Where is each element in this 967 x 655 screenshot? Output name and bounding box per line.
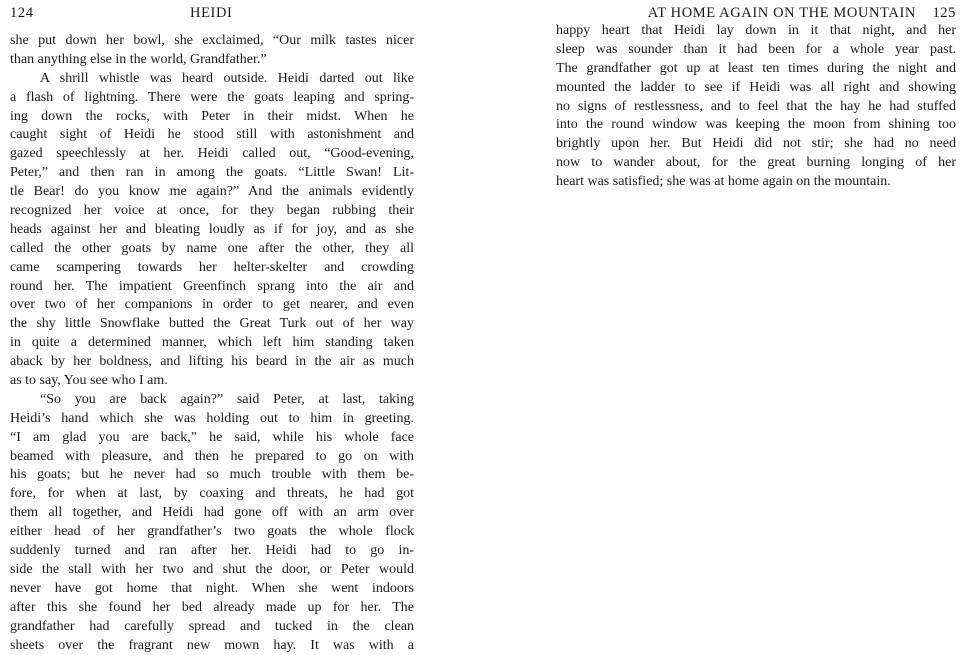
text-line: after this she found her bed already made up for her. The: [10, 599, 414, 618]
text-line: them all together, and Heidi had gone off with an arm over: [10, 504, 414, 523]
text-line: in quite a determined manner, which left him standing taken: [10, 334, 414, 353]
text-line: gazed speechlessly at her. Heidi called out, “Good-evening,: [10, 145, 414, 164]
text-line: no signs of restlessness, and to feel that the hay he had stuffed: [556, 98, 956, 117]
text-line: came scampering towards her helter-skelter and crowding: [10, 259, 414, 278]
text-line: tle Bear! do you know me again?” And the animals evidently: [10, 183, 414, 202]
text-line: aback by her boldness, and lifting his beard in the air as much: [10, 353, 414, 372]
text-line: his goats; but he never had so much trouble with them be-: [10, 466, 414, 485]
right-page: [556, 0, 956, 590]
text-line: heart was satisfied; she was at home again on the mountain.: [556, 173, 956, 192]
text-line: Heidi’s hand which she was holding out to him in greeting.: [10, 410, 414, 429]
text-line: recognized her voice at once, for they began rubbing their: [10, 202, 414, 221]
text-line: mounted the ladder to see if Heidi was all right and showing: [556, 79, 956, 98]
text-line: beamed with pleasure, and then he prepared to go on with: [10, 448, 414, 467]
right-running-head: [556, 0, 956, 24]
text-line: sheets over the fragrant new mown hay. It was with a: [10, 637, 414, 655]
running-title: AT HOME AGAIN ON THE MOUNTAIN: [648, 5, 916, 22]
text-line: side the stall with her two and shut the door, or Peter would: [10, 561, 414, 580]
text-line: brightly upon her. But Heidi did not stir; she had no need: [556, 135, 956, 154]
text-line: called the other goats by name one after the other, they all: [10, 240, 414, 259]
text-line: she put down her bowl, she exclaimed, “Our milk tastes nicer: [10, 32, 414, 51]
text-line: round her. The impatient Greenfinch sprang into the air and: [10, 278, 414, 297]
text-line: never have got home that night. When she went indoors: [10, 580, 414, 599]
text-line: than anything else in the world, Grandfather.”: [10, 51, 414, 70]
text-line: grandfather had carefully spread and tucked in the clean: [10, 618, 414, 637]
text-line: happy heart that Heidi lay down in it that night, and her: [556, 22, 956, 41]
page-number: 125: [932, 5, 956, 22]
text-line: A shrill whistle was heard outside. Heidi darted out like: [10, 70, 414, 89]
text-line: heads against her and bleating loudly as if for joy, and as she: [10, 221, 414, 240]
text-line: “I am glad you are back,” he said, while his whole face: [10, 429, 414, 448]
text-line: suddenly turned and ran after her. Heidi had to go in-: [10, 542, 414, 561]
text-line: as to say, You see who I am.: [10, 372, 414, 391]
text-line: now to wander about, for the great burning longing of her: [556, 154, 956, 173]
right-page-text: [556, 22, 956, 192]
text-line: a flash of lightning. There were the goats leaping and spring-: [10, 89, 414, 108]
left-page: [10, 0, 414, 590]
text-line: “So you are back again?” said Peter, at last, taking: [10, 391, 414, 410]
text-line: ing down the rocks, with Peter in their midst. When he: [10, 108, 414, 127]
page-number: 124: [10, 5, 34, 22]
left-page-text: [10, 32, 414, 655]
running-title: HEIDI: [190, 5, 232, 22]
text-line: into the round window was keeping the moon from shining too: [556, 116, 956, 135]
text-line: fore, for when at last, by coaxing and threats, he had got: [10, 485, 414, 504]
text-line: sleep was sounder than it had been for a whole year past.: [556, 41, 956, 60]
text-line: either head of her grandfather’s two goats the whole flock: [10, 523, 414, 542]
text-line: caught sight of Heidi he stood still with astonishment and: [10, 126, 414, 145]
text-line: over two of her companions in order to get nearer, and even: [10, 296, 414, 315]
text-line: the shy little Snowflake butted the Great Turk out of her way: [10, 315, 414, 334]
text-line: The grandfather got up at least ten times during the night and: [556, 60, 956, 79]
text-line: Peter,” and then ran in among the goats. “Little Swan! Lit-: [10, 164, 414, 183]
left-running-head: [10, 0, 414, 24]
